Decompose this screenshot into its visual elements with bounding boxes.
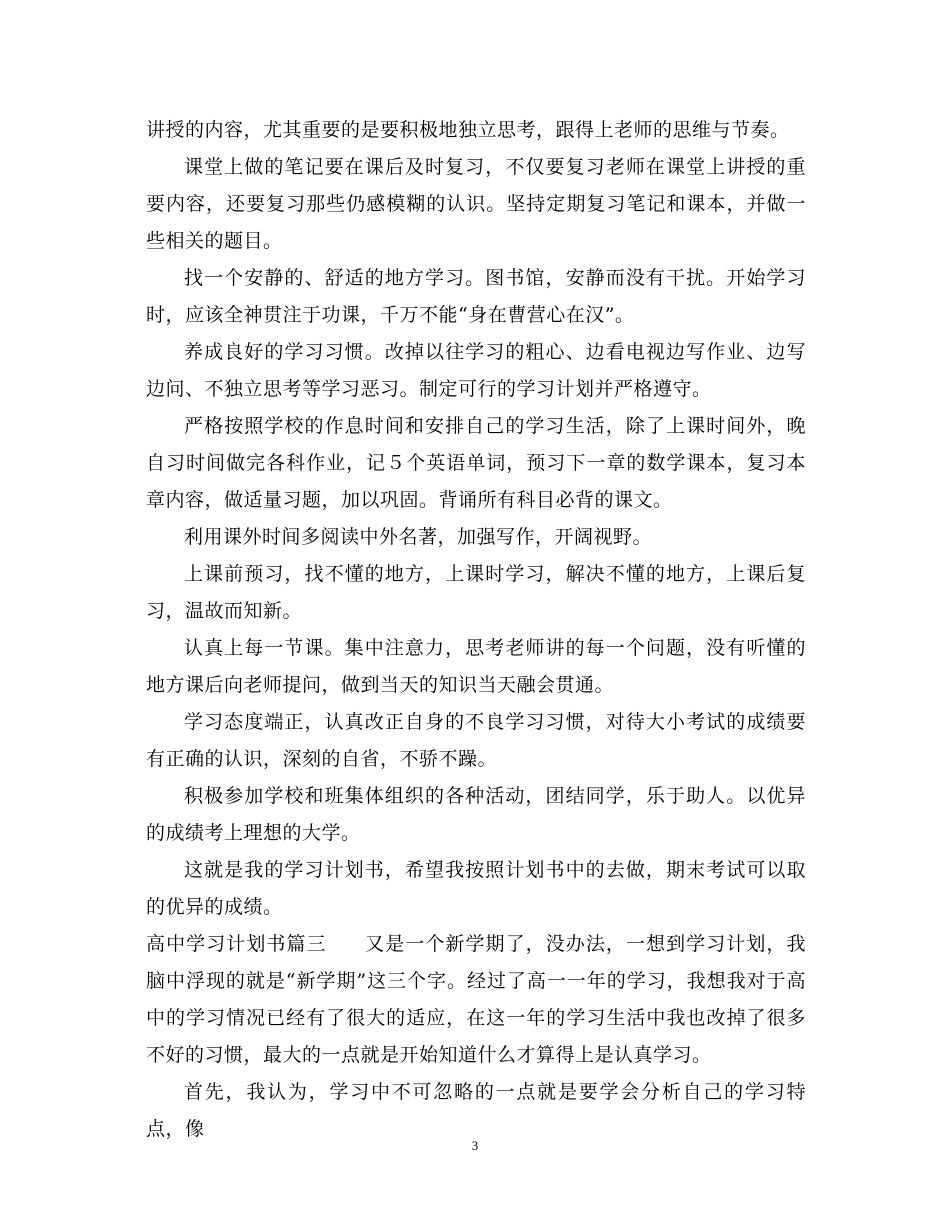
paragraph-quiet-place: 找一个安静的、舒适的地方学习。图书馆，安静而没有干扰。开始学习时，应该全神贯注于功课，千万不能“身在曹营心在汉”。 [146,267,806,326]
paragraph-attitude: 学习态度端正，认真改正自身的不良学习习惯，对待大小考试的成绩要有正确的认识，深刻的自省，不骄不躁。 [146,711,806,770]
paragraph-extra-reading: 利用课外时间多阅读中外名著，加强写作，开阔视野。 [184,526,653,548]
section-heading: 高中学习计划书篇三 [146,933,327,955]
paragraph-first-point: 首先，我认为，学习中不可忽略的一点就是要学会分析自己的学习特点，像 [146,1081,806,1140]
paragraph-schedule: 严格按照学校的作息时间和安排自己的学习生活，除了上课时间外，晚自习时间做完各科作业，记５个英语单词，预习下一章的数学课本，复习本章内容，做适量习题，加以巩固。背诵所有科目必背的课文。 [146,415,806,511]
paragraph-preview: 上课前预习，找不懂的地方，上课时学习，解决不懂的地方，上课后复习，温故而知新。 [146,563,806,622]
document-body [146,112,806,1148]
section-paragraph [146,926,806,1074]
paragraph-each-class: 认真上每一节课。集中注意力，思考老师讲的每一个问题，没有听懂的地方课后向老师提问，做到当天的知识当天融会贯通。 [146,637,806,696]
paragraph-good-habits: 养成良好的学习习惯。改掉以往学习的粗心、边看电视边写作业、边写边问、不独立思考等学习恶习。制定可行的学习计划并严格遵守。 [146,341,806,400]
page-number: 3 [471,1138,479,1153]
paragraph-activities: 积极参加学校和班集体组织的各种活动，团结同学，乐于助人。以优异的成绩考上理想的大学。 [146,785,806,844]
paragraph-review-notes: 课堂上做的笔记要在课后及时复习，不仅要复习老师在课堂上讲授的重要内容，还要复习那些仍感模糊的认识。坚持定期复习笔记和课本，并做一些相关的题目。 [146,156,806,252]
paragraph-continuation: 讲授的内容，尤其重要的是要积极地独立思考，跟得上老师的思维与节奏。 [146,119,790,141]
section-body: 又是一个新学期了，没办法，一想到学习计划，我脑中浮现的就是“新学期”这三个字。经过了高一一年的学习，我想我对于高中的学习情况已经有了很大的适应，在这一年的学习生活中我也改掉了很多不好的习惯，最大的一点就是开始知道什么才算得上是认真学习。 [146,933,806,1066]
paragraph-conclusion: 这就是我的学习计划书，希望我按照计划书中的去做，期末考试可以取的优异的成绩。 [146,859,806,918]
